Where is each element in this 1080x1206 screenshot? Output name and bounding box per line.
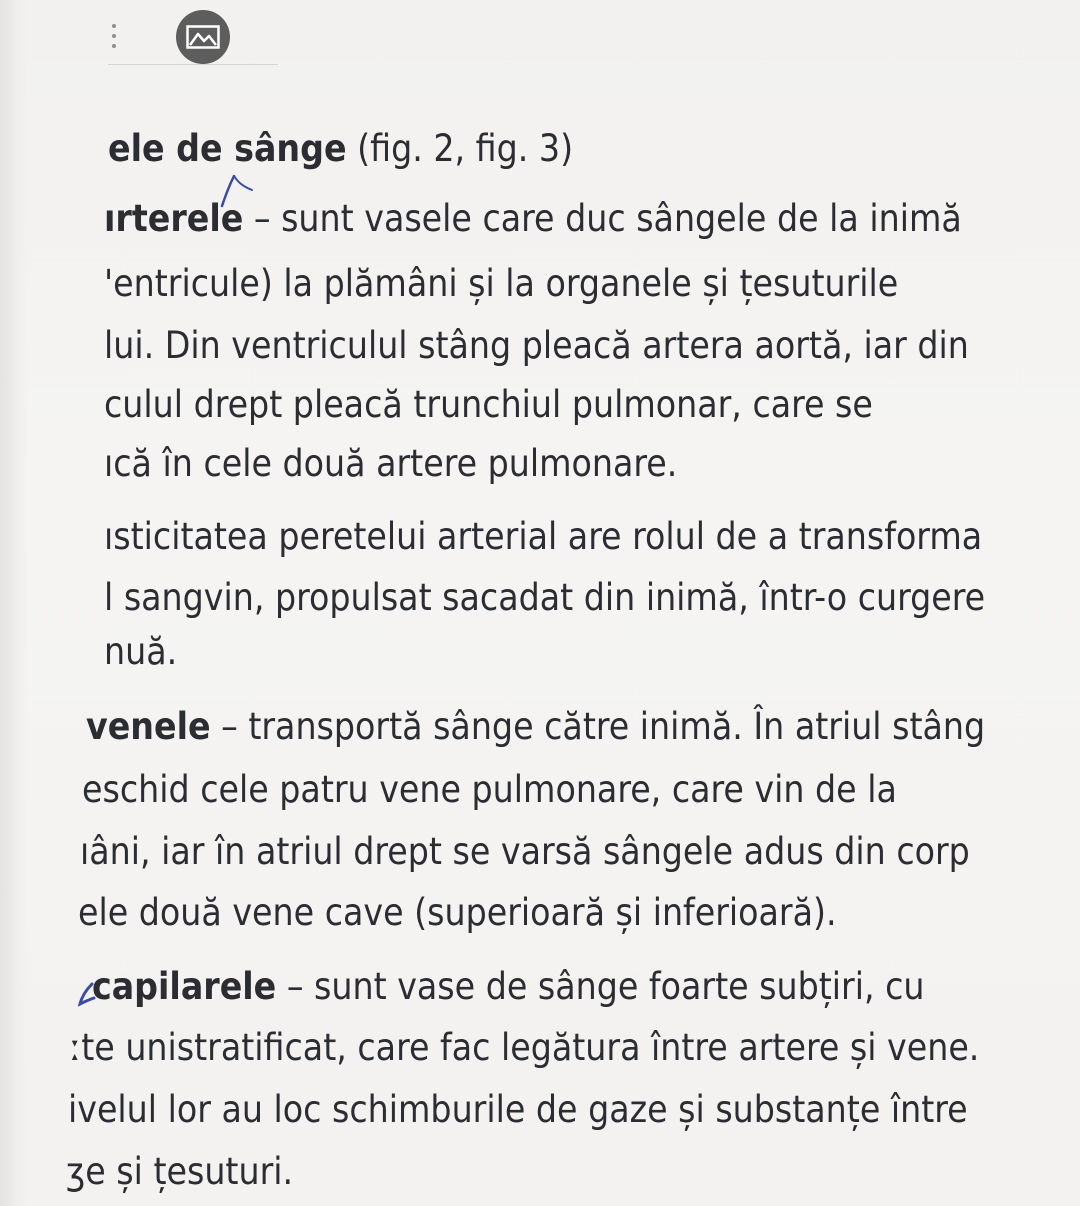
section-heading xyxy=(108,127,573,171)
veins-line-1: venele – transportă sânge către inimă. În atriul stâng xyxy=(86,705,986,748)
capillaries-term: capilarele xyxy=(92,965,277,1008)
arteries-line-1: ırterele – sunt vasele care duc sângele de la inimă xyxy=(104,197,962,240)
top-toolbar xyxy=(108,10,248,70)
heading-ref: (fig. 2, fig. 3) xyxy=(346,127,574,170)
heading-bold: ele de sânge xyxy=(108,127,347,170)
ink-mark-capillaries xyxy=(76,980,98,1014)
arteries-line-5: ıcă în cele două artere pulmonare. xyxy=(104,442,678,485)
veins-line-4: ele două vene cave (superioară și inferioară). xyxy=(78,891,837,934)
veins-line-2: eschid cele patru vene pulmonare, care vin de la xyxy=(82,768,897,811)
more-vert-icon[interactable] xyxy=(108,16,120,56)
image-icon[interactable] xyxy=(176,10,230,64)
arteries-line-3: lui. Din ventriculul stâng pleacă artera aortă, iar din xyxy=(104,324,969,367)
ink-mark-arteries xyxy=(212,172,272,212)
arteries-term: ırterele xyxy=(104,197,244,240)
arteries-line-4: culul drept pleacă trunchiul pulmonar, care se xyxy=(104,383,873,426)
arteries-line-2: 'entricule) la plămâni și la organele și țesuturile xyxy=(104,262,899,305)
elasticity-line-1: ısticitatea peretelui arterial are rolul de a transforma xyxy=(104,515,983,558)
veins-term: venele xyxy=(86,705,211,748)
capillaries-line-4: ʒe și țesuturi. xyxy=(66,1150,294,1193)
elasticity-line-3: nuă. xyxy=(104,630,178,673)
veins-line-3: ıâni, iar în atriul drept se varsă sângele adus din corp xyxy=(80,830,970,873)
capillaries-line-1: capilarele – sunt vase de sânge foarte subțiri, cu xyxy=(92,965,925,1008)
page-edge-shadow xyxy=(0,0,28,1206)
divider xyxy=(108,64,278,65)
capillaries-line-2: ːte unistratificat, care fac legătura între artere și vene. xyxy=(70,1026,980,1069)
elasticity-line-2: l sangvin, propulsat sacadat din inimă, într-o curgere xyxy=(104,576,986,619)
capillaries-line-3: ivelul lor au loc schimburile de gaze și substanțe între xyxy=(68,1088,968,1131)
